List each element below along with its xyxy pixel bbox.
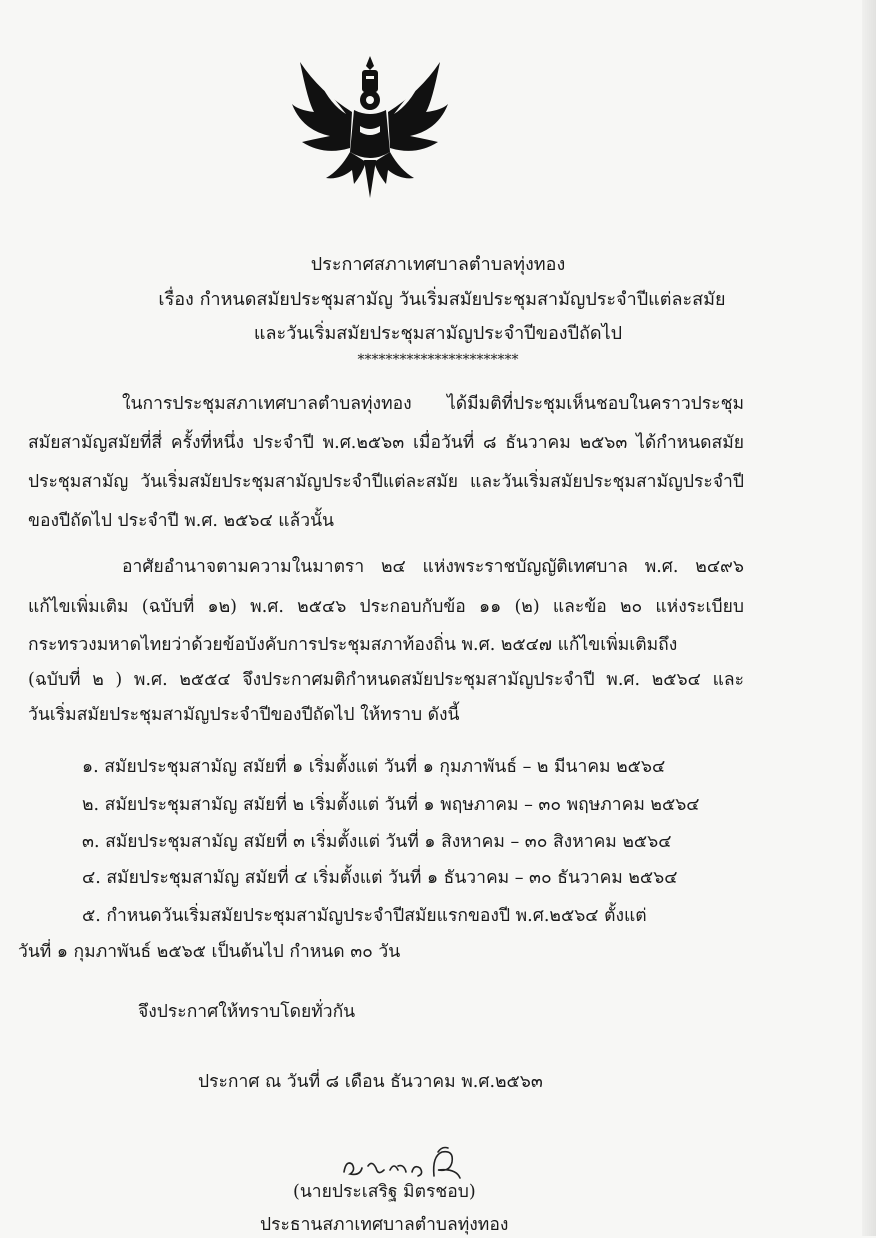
paragraph-1-line-3: ประชุมสามัญ วันเริ่มสมัยประชุมสามัญประจำปีแต่ละสมัย และวันเริ่มสมัยประชุมสามัญประจำปี bbox=[28, 472, 744, 492]
item-1: ๑. สมัยประชุมสามัญ สมัยที่ ๑ เริ่มตั้งแต่ วันที่ ๑ กุมภาพันธ์ – ๒ มีนาคม ๒๕๖๔ bbox=[82, 757, 666, 777]
item-3: ๓. สมัยประชุมสามัญ สมัยที่ ๓ เริ่มตั้งแต่ วันที่ ๑ สิงหาคม – ๓๐ สิงหาคม ๒๕๖๔ bbox=[82, 832, 672, 852]
paragraph-2-line-3: กระทรวงมหาดไทยว่าด้วยข้อบังคับการประชุมสภาท้องถิ่น พ.ศ. ๒๕๔๗ แก้ไขเพิ่มเติมถึง bbox=[28, 635, 678, 655]
signatory-name: (นายประเสริฐ มิตรชอบ) bbox=[293, 1182, 476, 1202]
paragraph-1-line-1: ในการประชุมสภาเทศบาลตำบลทุ่งทอง ได้มีมติที่ประชุมเห็นชอบในคราวประชุม bbox=[122, 394, 744, 414]
paragraph-2-line-4: (ฉบับที่ ๒ ) พ.ศ. ๒๕๕๔ จึงประกาศมติกำหนดสมัยประชุมสามัญประจำปี พ.ศ. ๒๕๖๔ และ bbox=[28, 670, 744, 690]
item-4: ๔. สมัยประชุมสามัญ สมัยที่ ๔ เริ่มตั้งแต่ วันที่ ๑ ธันวาคม – ๓๐ ธันวาคม ๒๕๖๔ bbox=[82, 868, 678, 888]
page-edge bbox=[862, 0, 876, 1236]
item-5-cont: วันที่ ๑ กุมภาพันธ์ ๒๕๖๕ เป็นต้นไป กำหนด ๓๐ วัน bbox=[18, 942, 401, 962]
closing-statement: จึงประกาศให้ทราบโดยทั่วกัน bbox=[138, 1002, 356, 1022]
item-5: ๕. กำหนดวันเริ่มสมัยประชุมสามัญประจำปีสมัยแรกของปี พ.ศ.๒๕๖๔ ตั้งแต่ bbox=[82, 906, 647, 926]
paragraph-2-line-2: แก้ไขเพิ่มเติม (ฉบับที่ ๑๒) พ.ศ. ๒๕๔๖ ประกอบกับข้อ ๑๑ (๒) และข้อ ๒๐ แห่งระเบียบ bbox=[28, 597, 744, 617]
paragraph-2-line-1: อาศัยอำนาจตามความในมาตรา ๒๔ แห่งพระราชบัญญัติเทศบาล พ.ศ. ๒๔๙๖ bbox=[122, 557, 744, 577]
announcement-date: ประกาศ ณ วันที่ ๘ เดือน ธันวาคม พ.ศ.๒๕๖๓ bbox=[198, 1072, 543, 1092]
paragraph-1-line-4: ของปีถัดไป ประจำปี พ.ศ. ๒๕๖๔ แล้วนั้น bbox=[28, 511, 335, 531]
paragraph-2-line-5: วันเริ่มสมัยประชุมสามัญประจำปีของปีถัดไป ให้ทราบ ดังนี้ bbox=[28, 705, 460, 725]
paragraph-1-line-2: สมัยสามัญสมัยที่สี่ ครั้งที่หนึ่ง ประจำปี พ.ศ.๒๕๖๓ เมื่อวันที่ ๘ ธันวาคม ๒๕๖๓ ได้กำหนดสมัย bbox=[28, 433, 744, 453]
signatory-position: ประธานสภาเทศบาลตำบลทุ่งทอง bbox=[260, 1215, 509, 1235]
item-2: ๒. สมัยประชุมสามัญ สมัยที่ ๒ เริ่มตั้งแต่ วันที่ ๑ พฤษภาคม – ๓๐ พฤษภาคม ๒๕๖๔ bbox=[82, 795, 700, 815]
announcement-title: ประกาศสภาเทศบาลตำบลทุ่งทอง bbox=[310, 254, 566, 275]
announcement-subject-cont: และวันเริ่มสมัยประชุมสามัญประจำปีของปีถัดไป bbox=[253, 323, 623, 344]
garuda-emblem-icon bbox=[290, 52, 450, 202]
separator: *********************** bbox=[357, 352, 519, 368]
announcement-subject: เรื่อง กำหนดสมัยประชุมสามัญ วันเริ่มสมัยประชุมสามัญประจำปีแต่ละสมัย bbox=[158, 289, 726, 310]
